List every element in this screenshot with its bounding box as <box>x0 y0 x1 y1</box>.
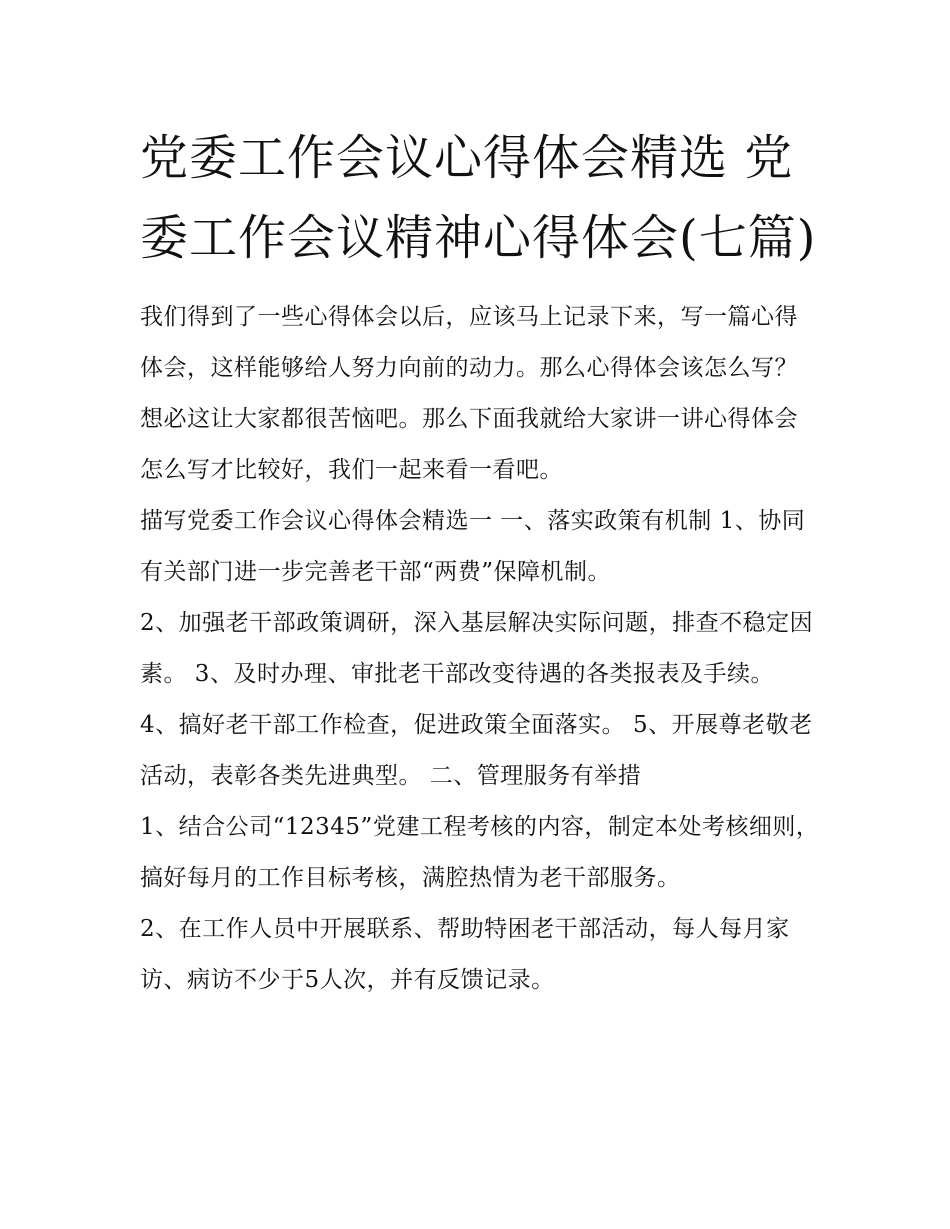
document-body <box>140 292 820 1006</box>
document-title: 党委工作会议心得体会精选 党委工作会议精神心得体会(七篇) <box>140 130 817 266</box>
paragraph-section-one: 描写党委工作会议心得体会精选一 一、落实政策有机制 1、协同有关部门进一步完善老干部“两费”保障机制。 <box>140 508 806 585</box>
paragraph-item-2-3: 2、加强老干部政策调研，深入基层解决实际问题，排查不稳定因素。 3、及时办理、审批老干部改变待遇的各类报表及手续。 <box>140 610 814 687</box>
document-page <box>140 118 820 1006</box>
paragraph-service-item-1: 1、结合公司“12345”党建工程考核的内容，制定本处考核细则，搞好每月的工作目标考核，满腔热情为老干部服务。 <box>140 814 820 891</box>
paragraph-service-item-2: 2、在工作人员中开展联系、帮助特困老干部活动，每人每月家访、病访不少于5人次，并有反馈记录。 <box>140 916 790 993</box>
paragraph-item-4-5: 4、搞好老干部工作检查，促进政策全面落实。 5、开展尊老敬老活动，表彰各类先进典型。 二、管理服务有举措 <box>140 712 813 789</box>
paragraph-intro: 我们得到了一些心得体会以后，应该马上记录下来，写一篇心得体会，这样能够给人努力向前的动力。那么心得体会该怎么写？想必这让大家都很苦恼吧。那么下面我就给大家讲一讲心得体会怎么写才比较好，我们一起来看一看吧。 <box>140 304 798 483</box>
